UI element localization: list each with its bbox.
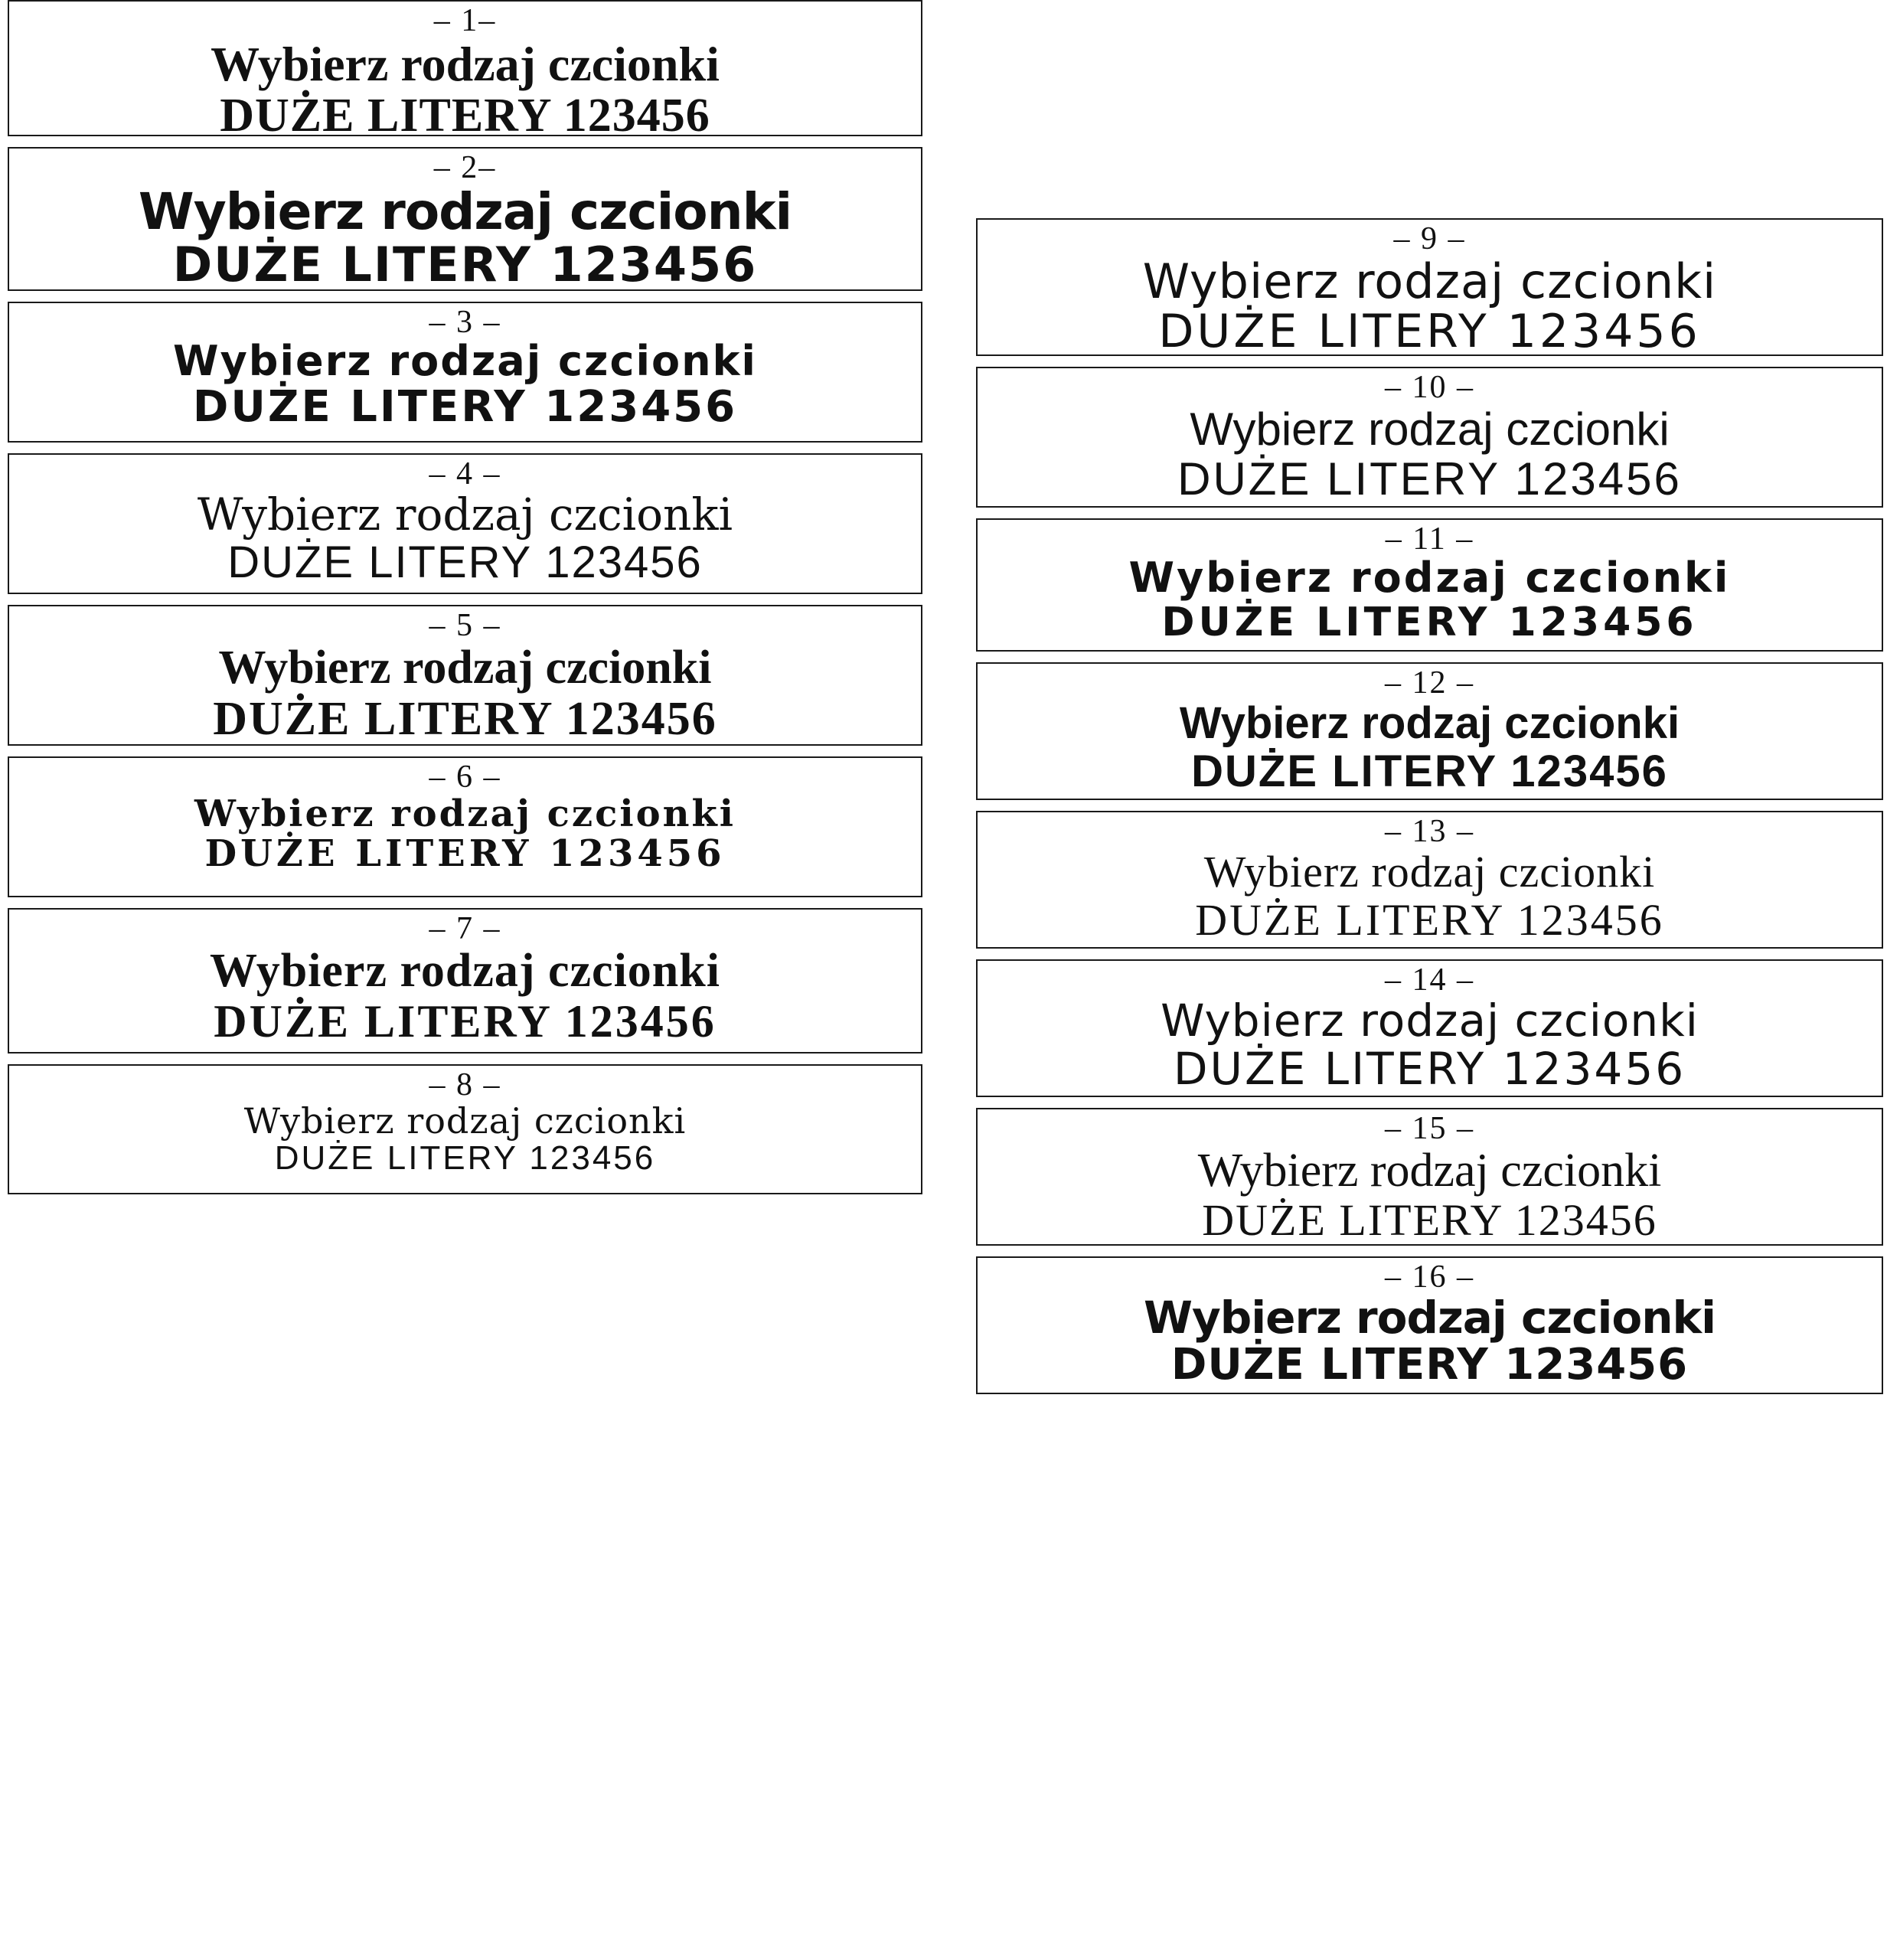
sample-number: – 8 –: [429, 1067, 501, 1102]
sample-text-uppercase: DUŻE LITERY 123456: [1158, 305, 1701, 356]
sample-text-uppercase: DUŻE LITERY 123456: [192, 381, 738, 432]
sample-text-mixed: Wybierz rodzaj czcionki: [218, 642, 712, 694]
sample-text-mixed: Wybierz rodzaj czcionki: [1143, 1292, 1716, 1344]
sample-text-mixed: Wybierz rodzaj czcionki: [138, 182, 792, 241]
font-sample-8[interactable]: [8, 1064, 922, 1194]
font-sample-9[interactable]: [976, 218, 1883, 356]
font-sample-11[interactable]: [976, 518, 1883, 652]
samples-column-left: [8, 0, 922, 1205]
sample-text-uppercase: DUŻE LITERY 123456: [220, 90, 710, 136]
sample-number: – 1–: [433, 3, 497, 38]
font-sample-15[interactable]: [976, 1108, 1883, 1246]
sample-number: – 5 –: [429, 608, 501, 643]
sample-text-uppercase: DUŻE LITERY 123456: [172, 237, 758, 291]
sample-text-uppercase: DUŻE LITERY 123456: [1202, 1195, 1657, 1246]
sample-number: – 15 –: [1385, 1111, 1474, 1146]
font-sample-16[interactable]: [976, 1256, 1883, 1394]
sample-text-uppercase: DUŻE LITERY 123456: [1161, 599, 1698, 645]
font-sample-4[interactable]: [8, 453, 922, 594]
sample-text-uppercase: DUŻE LITERY 123456: [204, 832, 726, 876]
font-sample-1[interactable]: [8, 0, 922, 136]
font-sample-3[interactable]: [8, 302, 922, 443]
sample-number: – 7 –: [429, 911, 501, 946]
sample-text-mixed: Wybierz rodzaj czcionki: [1128, 554, 1731, 602]
sample-number: – 4 –: [429, 456, 501, 492]
font-sample-13[interactable]: [976, 811, 1883, 949]
sample-number: – 16 –: [1385, 1259, 1474, 1295]
font-sample-6[interactable]: [8, 756, 922, 897]
sample-number: – 13 –: [1385, 814, 1474, 849]
sample-number: – 9 –: [1393, 221, 1466, 256]
sample-text-uppercase: DUŻE LITERY 123456: [1170, 1339, 1689, 1390]
sample-text-uppercase: DUŻE LITERY 123456: [227, 537, 703, 587]
sample-text-mixed: Wybierz rodzaj czcionki: [211, 37, 720, 91]
font-sample-10[interactable]: [976, 367, 1883, 508]
sample-text-mixed: Wybierz rodzaj czcionki: [197, 488, 733, 541]
sample-number: – 2–: [433, 150, 497, 185]
sample-text-mixed: Wybierz rodzaj czcionki: [210, 945, 720, 997]
sample-text-mixed: Wybierz rodzaj czcionki: [1142, 253, 1717, 309]
font-sample-14[interactable]: [976, 959, 1883, 1097]
font-sample-5[interactable]: [8, 605, 922, 746]
sample-text-uppercase: DUŻE LITERY 123456: [1173, 1042, 1686, 1095]
sample-text-mixed: Wybierz rodzaj czcionki: [243, 1100, 687, 1142]
sample-text-mixed: Wybierz rodzaj czcionki: [194, 792, 736, 835]
font-sample-7[interactable]: [8, 908, 922, 1054]
sample-number: – 11 –: [1385, 521, 1474, 557]
sample-text-uppercase: DUŻE LITERY 123456: [214, 996, 717, 1047]
sample-text-mixed: Wybierz rodzaj czcionki: [1190, 403, 1670, 455]
sample-number: – 6 –: [429, 760, 501, 795]
sample-text-mixed: Wybierz rodzaj czcionki: [1197, 1145, 1662, 1197]
sample-text-uppercase: DUŻE LITERY 123456: [1191, 746, 1668, 796]
sample-text-uppercase: DUŻE LITERY 123456: [1177, 453, 1682, 505]
sample-number: – 14 –: [1385, 962, 1474, 998]
samples-column-right: [976, 0, 1883, 1405]
font-sample-12[interactable]: [976, 662, 1883, 800]
sample-text-mixed: Wybierz rodzaj czcionki: [1203, 847, 1656, 897]
sample-text-uppercase: DUŻE LITERY 123456: [213, 693, 717, 746]
sample-number: – 10 –: [1385, 370, 1474, 405]
sample-text-uppercase: DUŻE LITERY 123456: [1195, 894, 1664, 945]
sample-text-mixed: Wybierz rodzaj czcionki: [173, 337, 757, 385]
sample-text-mixed: Wybierz rodzaj czcionki: [1161, 995, 1699, 1047]
sample-text-uppercase: DUŻE LITERY 123456: [274, 1139, 656, 1178]
sample-number: – 12 –: [1385, 665, 1474, 701]
sample-text-mixed: Wybierz rodzaj czcionki: [1179, 698, 1680, 748]
sample-number: – 3 –: [429, 305, 501, 340]
font-sample-2[interactable]: [8, 147, 922, 291]
